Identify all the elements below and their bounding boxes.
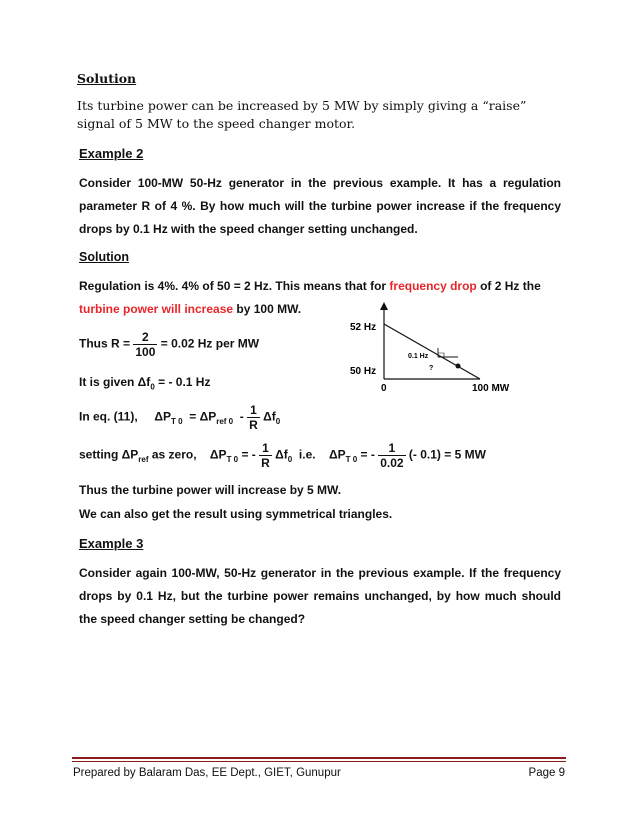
regulation-diagram	[340, 300, 570, 400]
set-lhs-sub: T 0	[226, 455, 239, 465]
example2-problem: Consider 100-MW 50-Hz generator in the previous example. It has a regulation parameter R of 4 %. By how much will the turbine power increase if the frequency drops by 0.1 Hz with the speed changer setting unchanged.	[79, 176, 561, 236]
label-01hz: 0.1 Hz	[408, 353, 429, 360]
set-mid: as zero,	[151, 447, 197, 462]
res-fraction	[378, 441, 405, 470]
reg-text-c: by 100 MW.	[233, 302, 302, 316]
thus-r-numerator: 2	[133, 330, 157, 345]
given-prefix: It is given Δf	[79, 375, 151, 389]
set-frac-num: 1	[259, 441, 272, 456]
example2-solution-heading: Solution	[79, 250, 129, 264]
set-df-sub: 0	[287, 455, 293, 465]
set-eq: = -	[241, 447, 256, 462]
intro-paragraph: Its turbine power can be increased by 5 MW by simply giving a “raise” signal of 5 MW to the speed changer motor.	[77, 98, 527, 131]
page-number: Page 9	[528, 767, 565, 779]
res-tail: (- 0.1) = 5 MW	[408, 447, 486, 462]
footer-author: Prepared by Balaram Das, EE Dept., GIET, Gunupur	[73, 767, 341, 779]
thus-r-fraction	[133, 330, 157, 359]
set-frac-den: R	[261, 456, 270, 470]
reg-text-b: of 2 Hz the	[476, 279, 541, 293]
given-suffix: = - 0.1 Hz	[158, 375, 211, 389]
operating-point	[456, 364, 461, 369]
eq-minus: -	[239, 409, 244, 424]
eq-frac-num: 1	[247, 403, 260, 418]
label-origin: 0	[381, 383, 387, 394]
solution-heading: Solution	[77, 71, 137, 86]
footer-rule-thin	[72, 761, 566, 762]
equation-line	[79, 403, 280, 432]
given-line	[79, 375, 210, 391]
reg-red-turbine-power: turbine power will increase	[79, 302, 234, 316]
conclusion-2: We can also get the result using symmetrical triangles.	[79, 507, 393, 521]
reg-text-a: Regulation is 4%. 4% of 50 = 2 Hz. This means that for	[79, 279, 390, 293]
thus-r-prefix: Thus R =	[79, 336, 131, 351]
label-question: ?	[429, 365, 434, 372]
set-prefix: setting ΔP	[79, 447, 139, 462]
res-eq: = -	[360, 447, 375, 462]
given-sub: 0	[150, 382, 155, 392]
res-frac-num: 1	[378, 441, 405, 456]
set-sub: ref	[138, 455, 149, 465]
eq-prefix: In eq. (11),	[79, 409, 138, 424]
eq-frac-den: R	[249, 418, 258, 432]
y-axis-arrow-icon	[380, 302, 388, 310]
eq-mid-sub: ref 0	[216, 417, 234, 427]
set-fraction	[259, 441, 272, 470]
example3-heading: Example 3	[79, 536, 144, 551]
eq-df-sub: 0	[275, 417, 281, 427]
eq-mid: = ΔP	[189, 409, 217, 424]
footer-rule	[72, 757, 566, 759]
eq-fraction	[247, 403, 260, 432]
res-frac-den: 0.02	[380, 456, 404, 470]
thus-r-denominator: 100	[135, 345, 156, 359]
res-lhs: ΔP	[328, 447, 346, 462]
eq-df: Δf	[263, 409, 276, 424]
setting-line	[79, 441, 486, 470]
reg-red-frequency-drop: frequency drop	[389, 279, 477, 293]
label-50hz: 50 Hz	[350, 366, 377, 377]
conclusion-1: Thus the turbine power will increase by 5 MW.	[79, 483, 342, 497]
set-ie: i.e.	[298, 447, 316, 462]
res-lhs-sub: T 0	[345, 455, 358, 465]
example2-heading: Example 2	[79, 146, 144, 161]
eq-lhs: ΔP	[154, 409, 171, 424]
eq-lhs-sub: T 0	[171, 417, 183, 427]
set-df: Δf	[275, 447, 288, 462]
label-52hz: 52 Hz	[350, 322, 377, 333]
thus-r-suffix: = 0.02 Hz per MW	[160, 336, 260, 351]
example3-problem: Consider again 100-MW, 50-Hz generator in the previous example. If the frequency drops by 0.1 Hz, but the turbine power remains unchanged, by how much should the speed changer setting be changed?	[79, 566, 561, 626]
label-100mw: 100 MW	[472, 383, 510, 394]
set-lhs: ΔP	[209, 447, 227, 462]
thus-r-line	[79, 330, 259, 359]
